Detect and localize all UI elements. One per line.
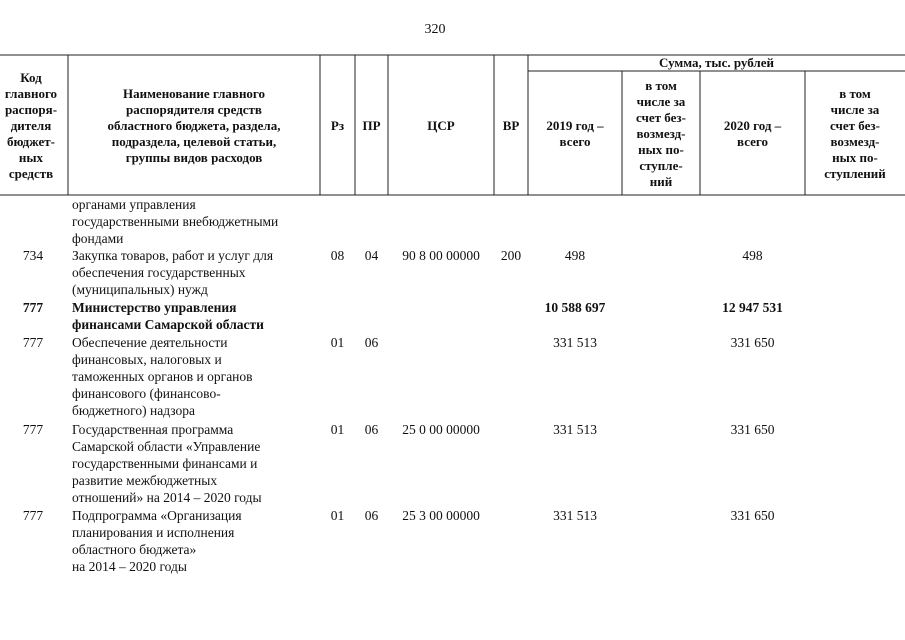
row-3-2020: 331 650: [730, 335, 775, 350]
row-5-rz: 01: [330, 508, 345, 523]
row-4-csr: 25 0 00 00000: [402, 422, 480, 437]
row-1-2019: 498: [564, 248, 586, 263]
header-2020-total: 2020 год – всего: [723, 117, 782, 149]
row-4-name: Государственная программа Самарской области «Управление государственными финансами и развитие межбюджетных отношений» на 2014 – 2020 годы: [72, 422, 262, 505]
header-2019-total: 2019 год – всего: [546, 117, 604, 149]
row-5-code: 777: [22, 508, 44, 523]
row-4-rz: 01: [330, 422, 345, 437]
row-1-csr: 90 8 00 00000: [402, 248, 480, 263]
header-pr: ПР: [362, 117, 381, 133]
row-5-csr: 25 3 00 00000: [402, 508, 480, 523]
row-3-rz: 01: [330, 335, 345, 350]
row-3-2019: 331 513: [553, 335, 597, 350]
header-vr: ВР: [502, 117, 520, 133]
row-2-2019: 10 588 697: [544, 300, 606, 315]
page-number: 320: [424, 22, 446, 37]
header-name: Наименование главного распорядителя средств областного бюджета, раздела, подраздела, целевой статьи, группы видов расходов: [107, 85, 281, 165]
row-1-name: Закупка товаров, работ и услуг для обеспечения государственных (муниципальных) нужд: [72, 248, 274, 297]
row-4-2019: 331 513: [553, 422, 597, 437]
row-2-2020: 12 947 531: [722, 300, 783, 315]
row-1-vr: 200: [500, 248, 522, 263]
row-5-2020: 331 650: [730, 508, 775, 523]
row-4-pr: 06: [364, 422, 379, 437]
header-rz: Рз: [330, 117, 345, 133]
row-1-rz: 08: [330, 248, 345, 263]
row-0-name: органами управления государственными внебюджетными фондами: [72, 197, 279, 246]
row-2-code: 777: [22, 300, 44, 315]
header-2020-grants: в том числе за счет без- возмезд- ных по- ступлений: [824, 85, 886, 181]
row-2-name: Министерство управления финансами Самарской области: [72, 300, 264, 332]
header-sum: Сумма, тыс. рублей: [659, 55, 774, 70]
row-1-2020: 498: [742, 248, 763, 263]
row-1-code: 734: [22, 248, 44, 263]
row-5-2019: 331 513: [553, 508, 597, 523]
header-code: Код главного распоря- дителя бюджет- ных средств: [4, 69, 58, 181]
row-4-code: 777: [22, 422, 44, 437]
row-1-pr: 04: [364, 248, 379, 263]
row-5-pr: 06: [364, 508, 379, 523]
row-3-code: 777: [22, 335, 44, 350]
row-3-name: Обеспечение деятельности финансовых, налоговых и таможенных органов и органов финансового (финансово- бюджетного) надзора: [72, 335, 253, 418]
row-3-pr: 06: [364, 335, 379, 350]
header-csr: ЦСР: [427, 117, 455, 133]
row-4-2020: 331 650: [730, 422, 775, 437]
header-2019-grants: в том числе за счет без- возмезд- ных по- ступле- ний: [636, 77, 686, 189]
row-5-name: Подпрограмма «Организация планирования и исполнения областного бюджета» на 2014 – 2020 годы: [72, 508, 242, 574]
